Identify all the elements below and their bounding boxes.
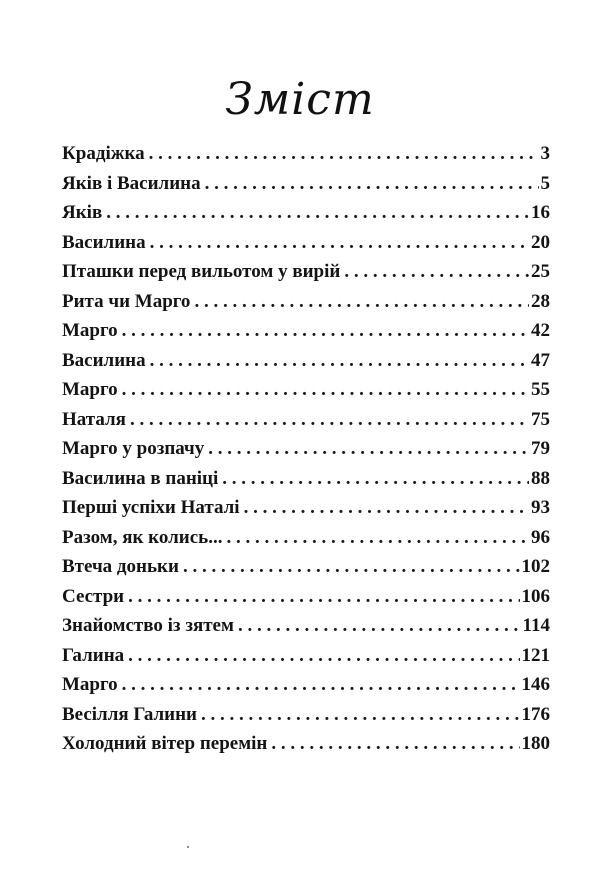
toc-entry <box>62 198 550 228</box>
toc-entry <box>62 346 550 376</box>
toc-entry-page: 20 <box>531 231 550 253</box>
toc-entry-title: Сестри <box>62 585 125 607</box>
toc-entry-title: Василина <box>62 349 146 371</box>
dot-leader <box>150 228 529 258</box>
toc-entry <box>62 641 550 671</box>
toc-entry <box>62 670 550 700</box>
toc-entry-page: 146 <box>521 674 550 695</box>
toc-entry-title: Перші успіхи Наталі <box>62 497 240 518</box>
toc-entry-page: 93 <box>531 497 550 518</box>
toc-entry-title: Василина в паніці <box>62 467 219 489</box>
toc-entry-page: 5 <box>540 172 550 194</box>
toc-entry-title: Марго <box>62 674 118 695</box>
dot-leader <box>344 257 529 287</box>
toc-entry-page: 79 <box>531 438 550 459</box>
toc-entry <box>62 611 550 641</box>
dot-leader <box>183 552 520 582</box>
toc-entry-title: Марго <box>62 379 118 400</box>
toc-entry-page: 88 <box>531 467 550 489</box>
toc-entry-page: 3 <box>540 143 550 164</box>
toc-entry-title: Марго у розпачу <box>62 438 205 459</box>
toc-entry-title: Весілля Галини <box>62 703 197 725</box>
toc-entry-page: 106 <box>521 585 550 607</box>
toc-entry <box>62 434 550 464</box>
dot-leader <box>205 169 539 199</box>
dot-leader <box>271 729 519 759</box>
dot-leader <box>238 611 521 641</box>
toc-entry-page: 75 <box>531 408 550 430</box>
toc-entry <box>62 729 550 759</box>
page-title: Зміст <box>225 74 375 125</box>
toc-entry <box>62 139 550 169</box>
toc-entry-page: 42 <box>531 320 550 341</box>
toc-entry <box>62 257 550 287</box>
toc-entry <box>62 169 550 199</box>
toc-entry-title: Разом, як колись... <box>62 526 223 548</box>
toc-entry-title: Рита чи Марго <box>62 290 191 312</box>
paper-speck <box>187 846 189 848</box>
dot-leader <box>149 139 539 169</box>
toc-entry <box>62 493 550 523</box>
toc-entry-page: 25 <box>531 261 550 282</box>
toc-entry-page: 55 <box>531 379 550 400</box>
dot-leader <box>194 287 529 317</box>
dot-leader <box>130 405 529 435</box>
toc-entry-title: Втеча доньки <box>62 556 179 577</box>
toc-entry-title: Яків і Василина <box>62 172 201 194</box>
dot-leader <box>128 582 519 612</box>
toc-entry-title: Холодний вітер перемін <box>62 733 268 754</box>
toc-entry-page: 176 <box>521 703 550 725</box>
toc-entry <box>62 405 550 435</box>
toc-entry <box>62 523 550 553</box>
toc-entry <box>62 552 550 582</box>
toc-entry-page: 121 <box>521 644 550 666</box>
toc-entry-title: Яків <box>62 202 103 223</box>
toc-entry <box>62 316 550 346</box>
toc-entry <box>62 228 550 258</box>
dot-leader <box>150 346 529 376</box>
toc-entry-page: 47 <box>531 349 550 371</box>
dot-leader <box>226 523 529 553</box>
toc-entry-title: Марго <box>62 320 118 341</box>
dot-leader <box>128 641 519 671</box>
dot-leader <box>106 198 529 228</box>
dot-leader <box>122 375 529 405</box>
toc-entry-page: 180 <box>521 733 550 754</box>
dot-leader <box>222 464 529 494</box>
toc-entry-page: 16 <box>531 202 550 223</box>
toc-entry-page: 114 <box>522 615 550 636</box>
toc-entry-page: 96 <box>531 526 550 548</box>
toc-entry <box>62 582 550 612</box>
dot-leader <box>122 670 520 700</box>
toc-entry-page: 102 <box>521 556 550 577</box>
toc-entry-title: Василина <box>62 231 146 253</box>
toc-entry-title: Наталя <box>62 408 126 430</box>
toc-entry-page: 28 <box>531 290 550 312</box>
dot-leader <box>122 316 529 346</box>
toc-entry <box>62 375 550 405</box>
toc-entry <box>62 464 550 494</box>
toc-entry-title: Крадіжка <box>62 143 145 164</box>
toc-entry <box>62 700 550 730</box>
toc-entry-title: Галина <box>62 644 125 666</box>
toc-entry-title: Знайомство із зятем <box>62 615 234 636</box>
table-of-contents <box>62 139 550 759</box>
toc-entry <box>62 287 550 317</box>
dot-leader <box>244 493 529 523</box>
dot-leader <box>201 700 520 730</box>
dot-leader <box>208 434 529 464</box>
toc-entry-title: Пташки перед вильотом у вирій <box>62 261 341 282</box>
